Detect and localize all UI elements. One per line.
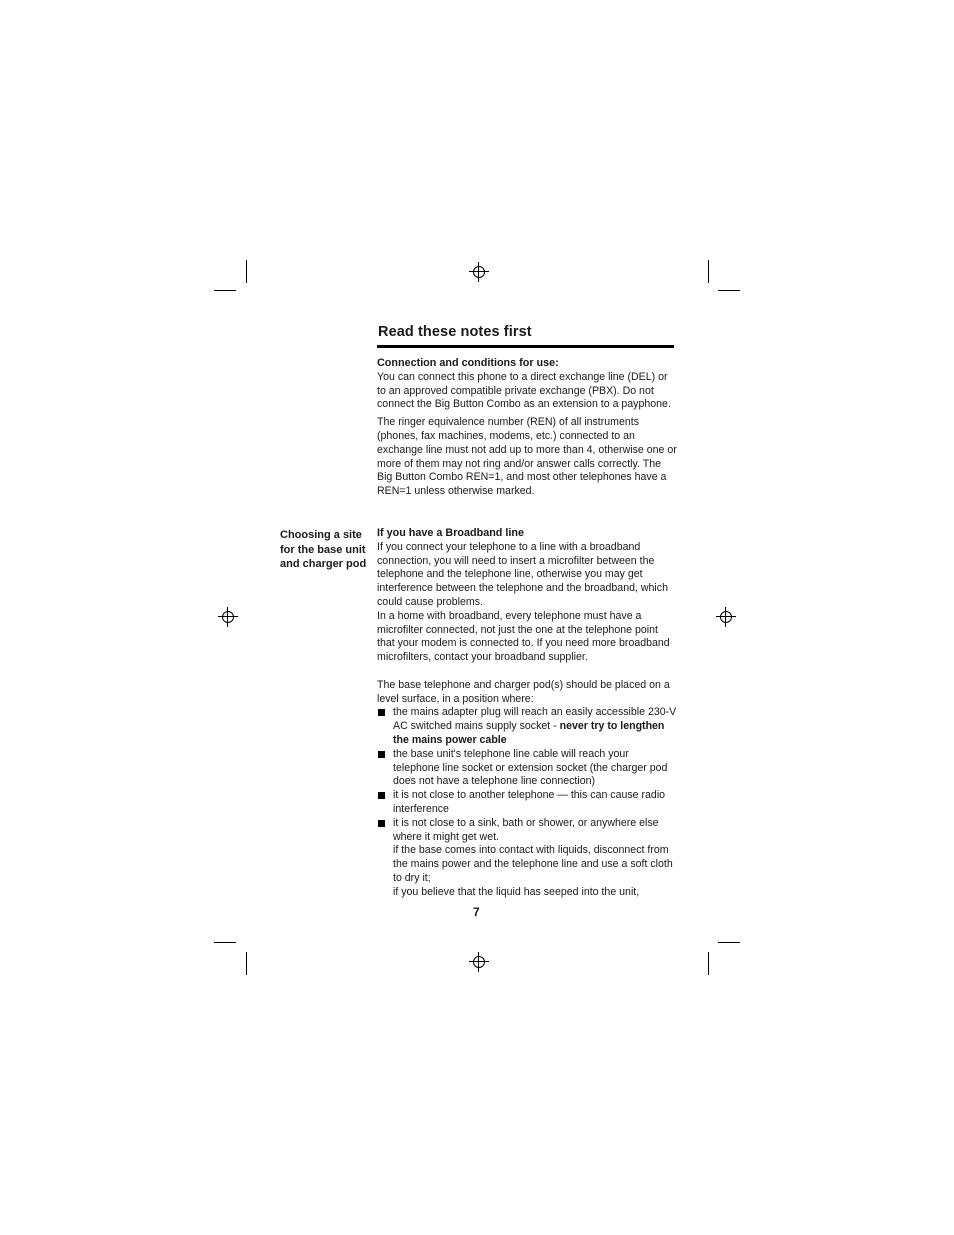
list-item-text: it is not close to a sink, bath or shower, or anywhere else where it might get wet. — [393, 816, 659, 843]
list-item-text: it is not close to another telephone — this can cause radio interference — [393, 789, 666, 815]
list-item — [377, 817, 677, 900]
bullet-icon — [378, 820, 385, 827]
crop-mark — [214, 942, 236, 943]
list-item-text: the mains adapter plug will reach an easily accessible 230-V AC switched mains supply socket - — [393, 706, 677, 733]
section-heading: Connection and conditions for use: — [377, 357, 559, 369]
page-title: Read these notes first — [378, 324, 532, 340]
title-rule — [377, 345, 674, 348]
section-heading: If you have a Broadband line — [377, 527, 524, 539]
list-item-text: if you believe that the liquid has seeped into the unit, — [393, 885, 640, 898]
paragraph: In a home with broadband, every telephone must have a microfilter connected, not just the one at the telephone point that your modem is connected to. If you need more broadband microfilters, contact your broadband supplier. — [377, 609, 670, 664]
page-number: 7 — [473, 905, 480, 919]
list-item — [377, 789, 677, 817]
warning-text: never try to lengthen the mains power cable — [393, 720, 665, 746]
crop-mark — [718, 942, 740, 943]
crop-mark — [718, 290, 740, 291]
registration-mark-icon — [218, 607, 238, 627]
crop-mark — [708, 952, 709, 975]
crop-mark — [246, 260, 247, 283]
registration-mark-icon — [469, 262, 489, 282]
paragraph: If you connect your telephone to a line with a broadband connection, you will need to insert a microfilter between the telephone and the telephone line, otherwise you may get interference between the telephone and the broadband, which could cause problems. — [377, 540, 668, 608]
paragraph: You can connect this phone to a direct exchange line (DEL) or to an approved compatible private exchange (PBX). Do not connect the Big Button Combo as an extension to a payphone. — [377, 370, 671, 411]
list-item — [377, 748, 677, 789]
paragraph: The base telephone and charger pod(s) should be placed on a level surface, in a position where: — [377, 678, 670, 705]
registration-mark-icon — [469, 952, 489, 972]
crop-mark — [246, 952, 247, 975]
section-broadband — [377, 527, 677, 900]
list-item-text: the base unit's telephone line cable will reach your telephone line socket or extension socket (the charger pod does not have a telephone line connection) — [393, 747, 668, 788]
bullet-icon — [378, 709, 385, 716]
bullet-icon — [378, 792, 385, 799]
paragraph: The ringer equivalence number (REN) of all instruments (phones, fax machines, modems, etc.) connected to an exchange line must not add up to more than 4, otherwise one or more of them may not ring and/or answer calls correctly. The Big Button Combo REN=1, and most other telephones have a REN=1 unless otherwise marked. — [377, 416, 677, 498]
sidebar-heading: Choosing a site for the base unit and charger pod — [280, 529, 367, 570]
bullet-icon — [378, 751, 385, 758]
section-connection — [377, 357, 677, 499]
crop-mark — [708, 260, 709, 283]
list-item-text: if the base comes into contact with liquids, disconnect from the mains power and the telephone line and use a soft cloth to dry it; — [393, 844, 673, 884]
crop-mark — [214, 290, 236, 291]
site-requirements-list — [377, 706, 677, 899]
list-item — [377, 706, 677, 747]
registration-mark-icon — [716, 607, 736, 627]
